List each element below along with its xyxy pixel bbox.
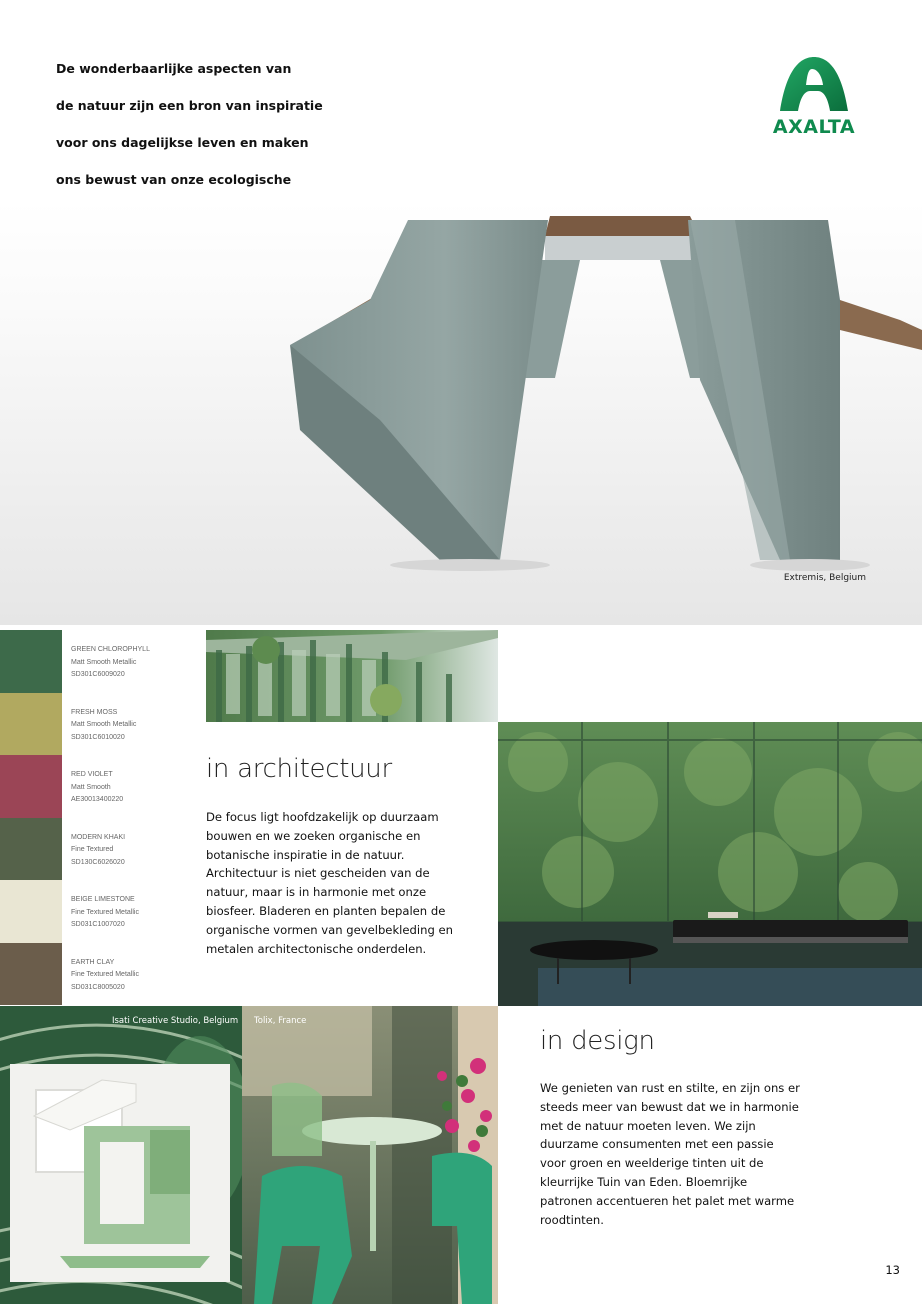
- design-body: We genieten van rust en stilte, en zijn ons er steeds meer van bewust dat we in harmonie met de natuur moeten leven. We zijn duurzame consumenten met een passie voor groen en weelderige tinten uit de kleurrijke Tuin van Eden. Bloemrijke patronen accentueren het palet met warme roodtinten.: [540, 1081, 800, 1227]
- intro-line: voor ons dagelijkse leven en maken: [56, 135, 309, 150]
- swatch-color: [0, 630, 62, 693]
- caption-isati: Isati Creative Studio, Belgium: [112, 1016, 239, 1026]
- photo-green-facade: [206, 630, 498, 722]
- swatch-fresh-moss: [0, 693, 200, 756]
- swatch-finish: Fine Textured Metallic: [71, 971, 139, 978]
- swatch-code: SD031C8005020: [71, 983, 125, 991]
- swatch-finish: Matt Smooth Metallic: [71, 721, 137, 728]
- photo-leaf-planter: [0, 1006, 242, 1304]
- swatch-text: [71, 832, 125, 870]
- swatch-code: SD301C6009020: [71, 671, 125, 678]
- axalta-a-logo-icon: [778, 55, 850, 113]
- swatch-name: RED VIOLET: [71, 771, 113, 778]
- swatch-name: EARTH CLAY: [71, 958, 115, 966]
- swatch-text: [71, 957, 139, 995]
- swatch-modern-khaki: [0, 818, 200, 881]
- swatch-text: [71, 894, 139, 932]
- axalta-logo: [760, 55, 868, 139]
- architecture-body: De focus ligt hoofdzakelijk op duurzaam bouwen en we zoeken organische en botanische inspiratie in de natuur. Architectuur is niet gescheiden van de natuur, maar is in harmonie met onze biosfeer. Bladeren en planten bepalen de organische vormen van gevelbekleding en metalen architectonische onderdelen.: [206, 810, 453, 956]
- swatch-red-violet: [0, 755, 200, 818]
- swatch-name: BEIGE LIMESTONE: [71, 896, 135, 903]
- picnic-table-illustration: [0, 200, 922, 625]
- design-heading: in design: [540, 1026, 655, 1056]
- swatch-finish: Fine Textured: [71, 846, 114, 853]
- logo-wordmark: AXALTA: [772, 116, 856, 138]
- swatch-name: GREEN CHLOROPHYLL: [71, 646, 150, 653]
- intro-line: De wonderbaarlijke aspecten van: [56, 61, 292, 76]
- swatch-name: FRESH MOSS: [71, 708, 118, 716]
- architecture-heading: in architectuur: [206, 754, 392, 784]
- caption-tolix: Tolix, France: [254, 1016, 307, 1026]
- intro-line: ons bewust van onze ecologische: [56, 172, 292, 187]
- swatch-finish: Fine Textured Metallic: [71, 908, 139, 916]
- swatch-color: [0, 943, 62, 1006]
- photo-cafe-chairs: [242, 1006, 498, 1304]
- swatch-code: SD031C1007020: [71, 921, 125, 928]
- swatch-finish: Matt Smooth: [71, 783, 111, 791]
- intro-line: de natuur zijn een bron van inspiratie: [56, 98, 323, 113]
- swatch-code: SD301C6010020: [71, 733, 125, 741]
- swatch-color: [0, 693, 62, 756]
- swatch-code: AE30013400220: [71, 796, 124, 803]
- swatch-earth-clay: [0, 943, 200, 1006]
- swatch-color: [0, 755, 62, 818]
- hero-caption: Extremis, Belgium: [783, 573, 866, 583]
- swatch-code: SD130C6026020: [71, 858, 125, 866]
- page-number: 13: [885, 1263, 900, 1277]
- photo-green-wall-interior: [498, 722, 922, 1006]
- swatch-green-chlorophyll: [0, 630, 200, 693]
- swatch-finish: Matt Smooth Metallic: [71, 658, 137, 666]
- swatch-color: [0, 818, 62, 881]
- swatch-color: [0, 880, 62, 943]
- swatch-text: [71, 769, 123, 807]
- hero-photo-picnic-table: [0, 200, 922, 625]
- swatch-beige-limestone: [0, 880, 200, 943]
- swatch-text: [71, 707, 136, 745]
- swatch-name: MODERN KHAKI: [71, 833, 126, 841]
- color-swatch-list: [0, 630, 200, 1005]
- swatch-text: [71, 644, 150, 682]
